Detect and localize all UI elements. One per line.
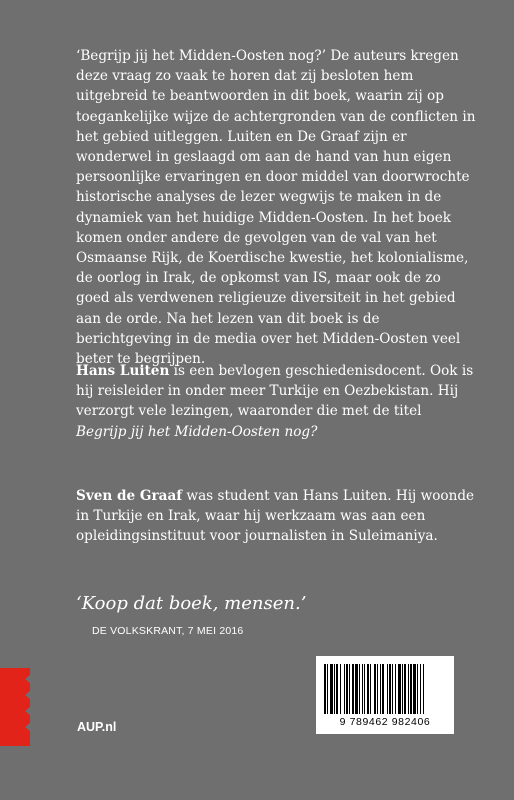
- publisher-name: AUP.nl: [77, 720, 117, 734]
- publisher-logo-icon: [0, 668, 30, 746]
- barcode-icon: [324, 664, 446, 714]
- author-name-hans-luiten: Hans Luiten: [76, 363, 170, 379]
- isbn-number: 9 789462 982406: [339, 716, 431, 728]
- isbn-barcode: [316, 656, 454, 734]
- author-bio-sven-de-graaf: [76, 486, 476, 547]
- press-quote-source: DE VOLKSKRANT, 7 MEI 2016: [92, 625, 244, 637]
- author-bio-text-sven-de-graaf: was student van Hans Luiten. Hij woonde in Turkije en Irak, waar hij werkzaam was aan een opleidingsinstituut voor journalisten in Suleimaniya.: [76, 488, 475, 545]
- book-blurb: ‘Begrijp jij het Midden-Oosten nog?’ De auteurs kregen deze vraag zo vaak te horen dat zij besloten hem uitgebreid te beantwoorden in dit boek, waarin zij op toegankelijke wijze de achtergronden van de conflicten in het gebied uitleggen. Luiten en De Graaf zijn er wonderwel in geslaagd om aan de hand van hun eigen persoonlijke ervaringen en door middel van doorwrochte historische analyses de lezer wegwijs te maken in de dynamiek van het huidige Midden-Oosten. In het boek komen onder andere de gevolgen van de val van het Osmaanse Rijk, de Koerdische kwestie, het kolonialisme, de oorlog in Irak, de opkomst van IS, maar ook de zo goed als verdwenen religieuze diversiteit in het gebied aan de orde. Na het lezen van dit boek is de berichtgeving in de media over het Midden-Oosten veel beter te begrijpen.: [76, 48, 476, 368]
- author-bio-text-hans-luiten: is een bevlogen geschiedenisdocent. Ook is hij reisleider in onder meer Turkije en Oezbekistan. Hij verzorgt vele lezingen, waaronder die met de titel: [76, 363, 474, 420]
- book-title-reference: Begrijp jij het Midden-Oosten nog?: [76, 423, 318, 440]
- author-bio-hans-luiten: [76, 361, 476, 442]
- press-quote: ‘Koop dat boek, mensen.’: [76, 593, 307, 614]
- author-name-sven-de-graaf: Sven de Graaf: [76, 488, 183, 504]
